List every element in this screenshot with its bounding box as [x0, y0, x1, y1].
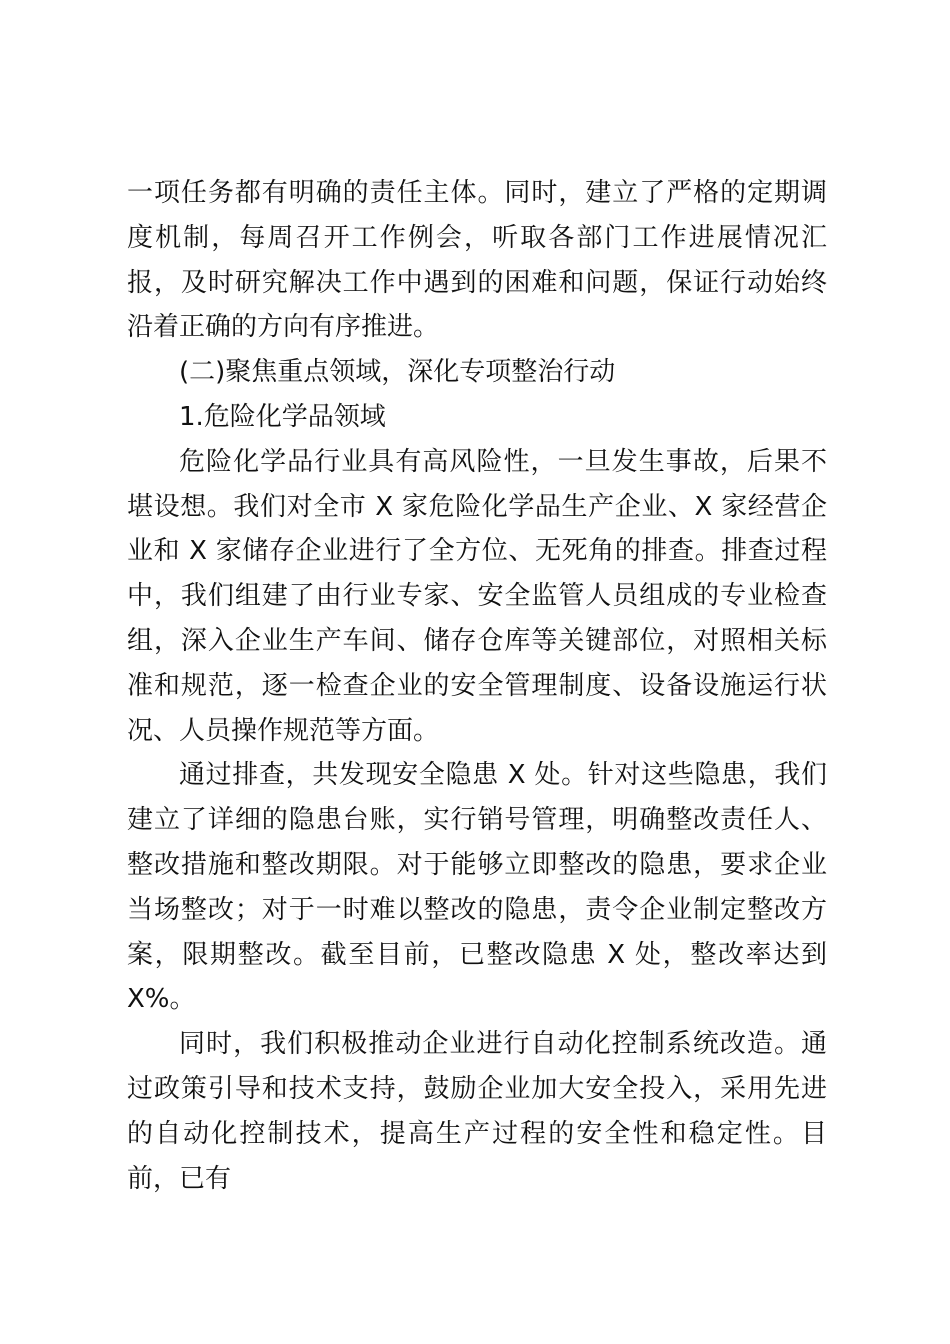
section-heading: (二)聚焦重点领域，深化专项整治行动	[179, 357, 616, 388]
document-body	[127, 171, 827, 1201]
body-paragraph: 通过排查，共发现安全隐患 X 处。针对这些隐患，我们建立了详细的隐患台账，实行销号管理，明确整改责任人、整改措施和整改期限。对于能够立即整改的隐患，要求企业当场整改；对于一时难以整改的隐患，责令企业制定整改方案，限期整改。截至目前，已整改隐患 X 处，整改率达到 X%。	[127, 760, 827, 1015]
subsection-heading: 1.危险化学品领域	[179, 401, 386, 432]
body-paragraph: 同时，我们积极推动企业进行自动化控制系统改造。通过政策引导和技术支持，鼓励企业加大安全投入，采用先进的自动化控制技术，提高生产过程的安全性和稳定性。目前，已有	[127, 1029, 827, 1194]
body-paragraph: 危险化学品行业具有高风险性，一旦发生事故，后果不堪设想。我们对全市 X 家危险化学品生产企业、X 家经营企业和 X 家储存企业进行了全方位、无死角的排查。排查过程中，我们组建了由行业专家、安全监管人员组成的专业检查组，深入企业生产车间、储存仓库等关键部位，对照相关标准和规范，逐一检查企业的安全管理制度、设备设施运行状况、人员操作规范等方面。	[127, 446, 827, 746]
continuation-paragraph: 一项任务都有明确的责任主体。同时，建立了严格的定期调度机制，每周召开工作例会，听取各部门工作进展情况汇报，及时研究解决工作中遇到的困难和问题，保证行动始终沿着正确的方向有序推进。	[127, 178, 827, 343]
